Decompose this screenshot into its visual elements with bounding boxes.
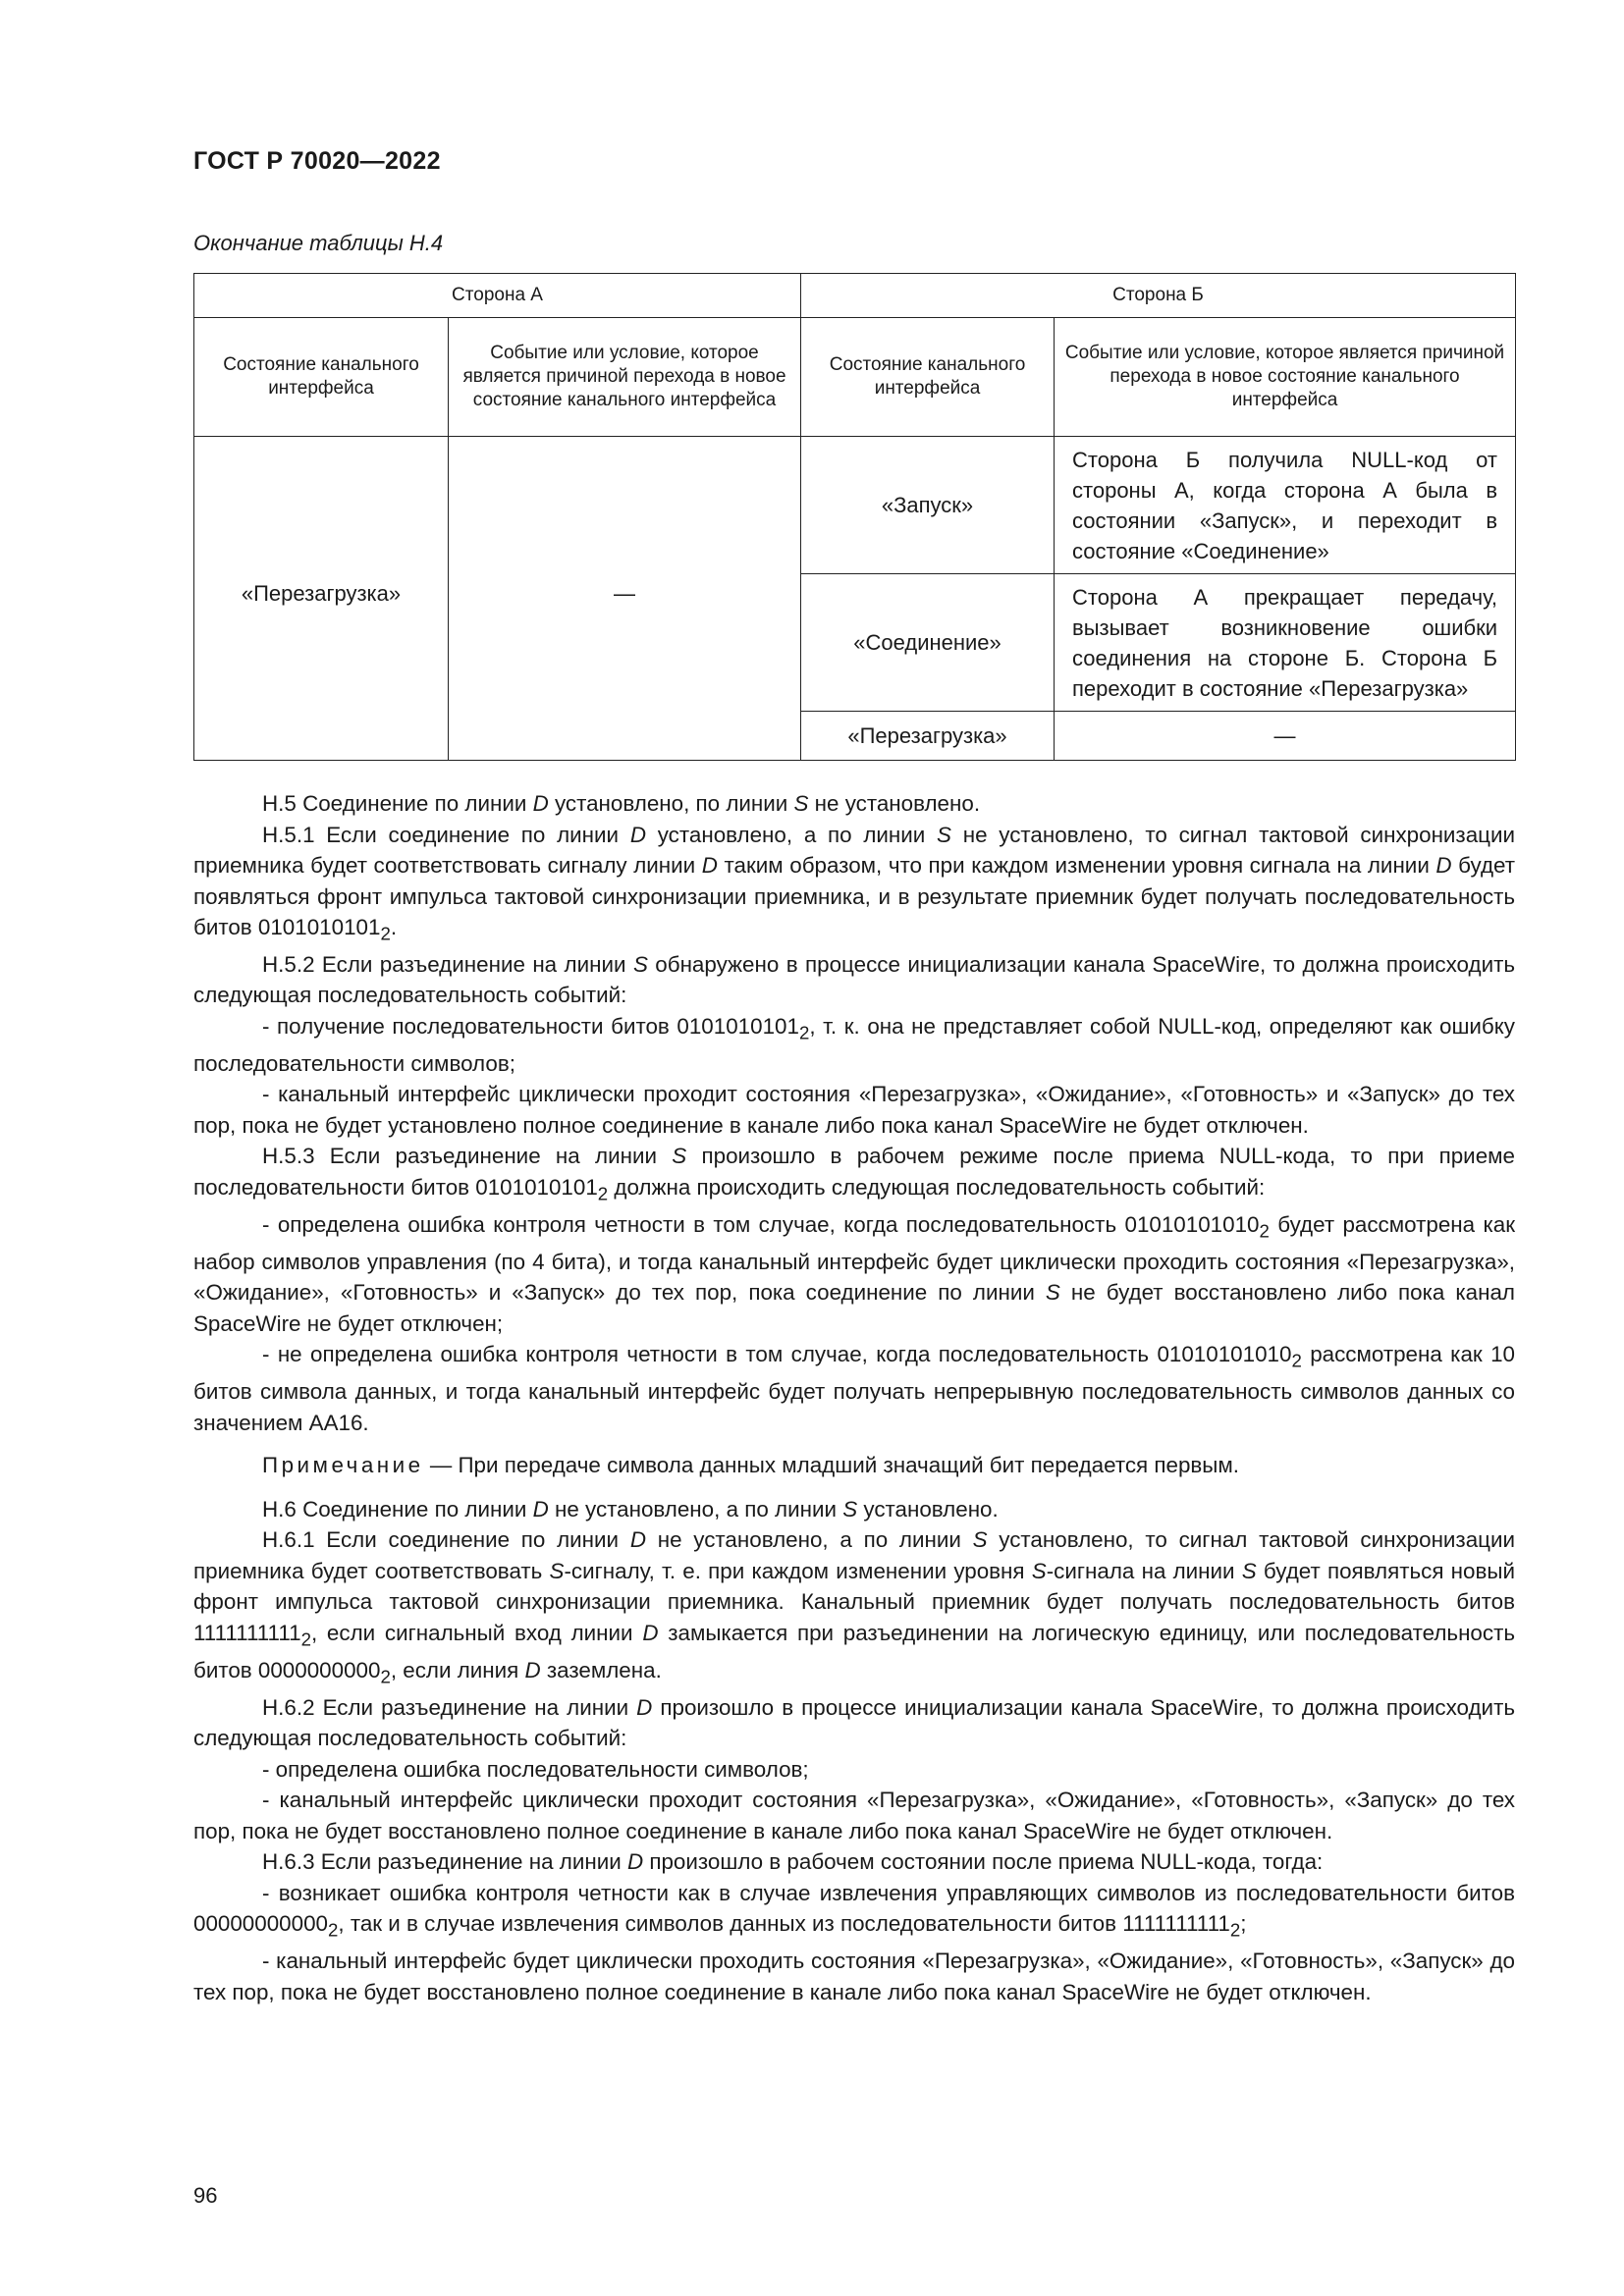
- paragraph-h6-1: Н.6.1 Если соединение по линии D не установлено, а по линии S установлено, то сигнал тактовой синхронизации приемника будет соответствовать S-сигналу, т. е. при каждом изменении уровня S-сигнала на линии S будет появляться новый фронт импульса тактовой синхронизации приемника. Канальный приемник будет получать последовательность битов $1111111111_2$, если сигнальный вход линии D замыкается при разъединении на логическую единицу, или последовательность битов $0000000000_2$, если линия D заземлена.: [193, 1527, 1515, 1687]
- table-subheader-row: [194, 318, 1516, 437]
- paragraph-h5: Н.5 Соединение по линии D установлено, по линии S не установлено.: [262, 791, 981, 816]
- table-row: [194, 437, 1516, 574]
- a-state-cell: «Перезагрузка»: [194, 437, 449, 761]
- b-state-cell: «Запуск»: [801, 437, 1055, 574]
- list-item: - возникает ошибка контроля четности как в случае извлечения управляющих символов из последовательности битов $00000000000_2$, так и в случае извлечения символов данных из последовательности битов $1111111111_2$;: [193, 1880, 1515, 1941]
- list-item: - канальный интерфейс циклически проходит состояния «Перезагрузка», «Ожидание», «Готовность», «Запуск» до тех пор, пока не будет восстановлено полное соединение в канале либо пока канал SpaceWire не будет отключен.: [193, 1788, 1515, 1843]
- list-item: - определена ошибка контроля четности в том случае, когда последовательность $01010101010_2$ будет рассмотрена как набор символов управления (по 4 бита), и тогда канальный интерфейс будет циклически проходить состояния «Перезагрузка», «Ожидание», «Готовность» и «Запуск» до тех пор, пока соединение по линии S не будет восстановлено либо пока канал SpaceWire не будет отключен;: [193, 1211, 1516, 1336]
- table-header-row: [194, 274, 1516, 318]
- list-item: - определена ошибка последовательности символов;: [262, 1756, 809, 1782]
- page-number: 96: [193, 2183, 218, 2208]
- paragraph-h6: Н.6 Соединение по линии D не установлено, а по линии S установлено.: [262, 1496, 999, 1522]
- paragraph-h6-2: Н.6.2 Если разъединение на линии D произошло в процессе инициализации канала SpaceWire, то должна происходить следующая последовательность событий:: [193, 1694, 1515, 1751]
- b-event-cell: —: [1055, 712, 1516, 761]
- state-table: [193, 273, 1516, 761]
- b-event-cell: Сторона А прекращает передачу, вызывает возникновение ошибки соединения на стороне Б. Сторона Б переходит в состояние «Перезагрузка»: [1055, 574, 1516, 712]
- b-state-cell: «Соединение»: [801, 574, 1055, 712]
- list-item: - канальный интерфейс будет циклически проходить состояния «Перезагрузка», «Ожидание», «Готовность», «Запуск» до тех пор, пока не будет восстановлено полное соединение в канале либо пока канал SpaceWire не будет отключен.: [193, 1949, 1515, 2004]
- side-b-header: Сторона Б: [801, 274, 1516, 318]
- paragraph-h5-1: Н.5.1 Если соединение по линии D установлено, а по линии S не установлено, то сигнал тактовой синхронизации приемника будет соответствовать сигналу линии D таким образом, что при каждом изменении уровня сигнала на линии D будет появляться фронт импульса тактовой синхронизации приемника, и в результате приемник будет получать последовательность битов $0101010101_2$.: [193, 822, 1515, 944]
- b-state-cell: «Перезагрузка»: [801, 712, 1055, 761]
- paragraph-h5-2: Н.5.2 Если разъединение на линии S обнаружено в процессе инициализации канала SpaceWire, то должна происходить следующая последовательность событий:: [193, 951, 1515, 1008]
- col-event-a: Событие или условие, которое является причиной перехода в новое состояние канального интерфейса: [449, 318, 801, 437]
- list-item: - получение последовательности битов $0101010101_2$, т. к. она не представляет собой NULL-код, определяют как ошибку последовательности символов;: [193, 1013, 1515, 1076]
- document-id: ГОСТ Р 70020—2022: [193, 147, 441, 175]
- list-item: - канальный интерфейс циклически проходит состояния «Перезагрузка», «Ожидание», «Готовность» и «Запуск» до тех пор, пока не будет установлено полное соединение в канале либо пока канал SpaceWire не будет отключен.: [193, 1082, 1515, 1138]
- body-text: [193, 788, 1515, 2007]
- list-item: - не определена ошибка контроля четности в том случае, когда последовательность $01010101010_2$ рассмотрена как 10 битов символа данных, и тогда канальный интерфейс будет получать непрерывную последовательность символов данных со значением АА16.: [193, 1342, 1515, 1435]
- a-event-cell: —: [449, 437, 801, 761]
- col-state-a: Состояние канального интерфейса: [194, 318, 449, 437]
- b-event-cell: Сторона Б получила NULL-код от стороны А, когда сторона А была в состоянии «Запуск», и переходит в состояние «Соединение»: [1055, 437, 1516, 574]
- col-event-b: Событие или условие, которое является причиной перехода в новое состояние канального интерфейса: [1055, 318, 1516, 437]
- paragraph-h6-3: Н.6.3 Если разъединение на линии D произошло в рабочем состоянии после приема NULL-кода, тогда:: [262, 1849, 1324, 1875]
- note: Примечание — При передаче символа данных младший значащий бит передается первым.: [262, 1453, 1240, 1478]
- paragraph-h5-3: Н.5.3 Если разъединение на линии S произошло в рабочем режиме после приема NULL-кода, то при приеме последовательности битов $0101010101_2$ должна происходить следующая последовательность событий:: [193, 1144, 1515, 1204]
- col-state-b: Состояние канального интерфейса: [801, 318, 1055, 437]
- table-caption: Окончание таблицы Н.4: [193, 231, 444, 255]
- side-a-header: Сторона А: [194, 274, 801, 318]
